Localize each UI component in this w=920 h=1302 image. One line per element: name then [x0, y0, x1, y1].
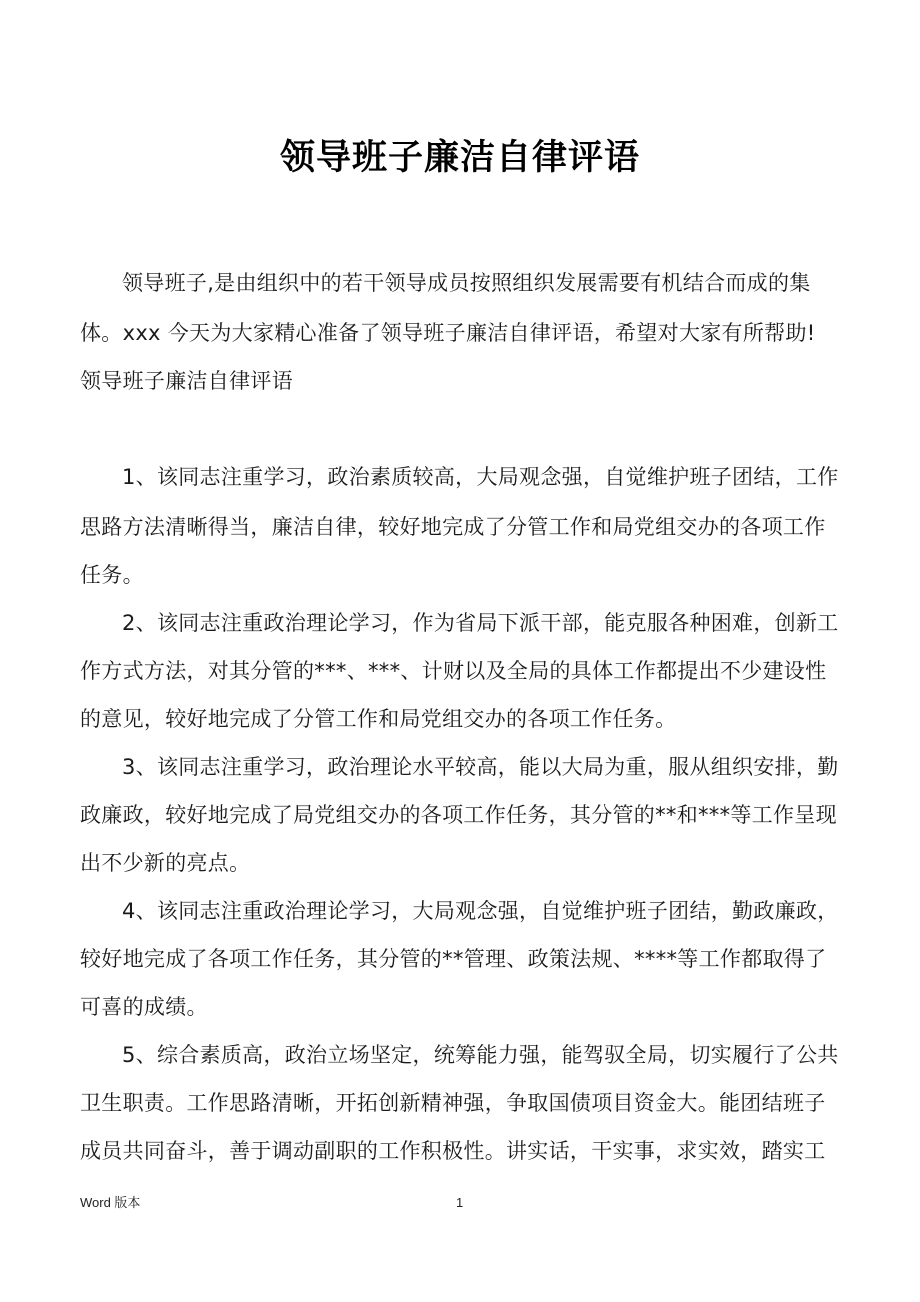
item-4-line-1: 4、该同志注重政治理论学习，大局观念强，自觉维护班子团结，勤政廉政， — [122, 899, 839, 923]
item-1-line-1: 1、该同志注重学习，政治素质较高，大局观念强，自觉维护班子团结，工作 — [122, 465, 839, 489]
intro-line-1: 领导班子,是由组织中的若干领导成员按照组织发展需要有机结合而成的集 — [122, 271, 811, 295]
item-4-line-3: 可喜的成绩。 — [80, 995, 208, 1019]
item-2-line-1: 2、该同志注重政治理论学习，作为省局下派干部，能克服各种困难，创新工 — [122, 611, 839, 635]
item-5-line-3: 成员共同奋斗，善于调动副职的工作积极性。讲实话，干实事，求实效，踏实工 — [80, 1139, 826, 1163]
footer-page-number: 1 — [456, 1195, 464, 1210]
item-3-line-2: 政廉政，较好地完成了局党组交办的各项工作任务，其分管的**和***等工作呈现 — [80, 803, 837, 827]
intro-subtitle: 领导班子廉洁自律评语 — [80, 369, 293, 393]
item-1-line-2: 思路方法清晰得当，廉洁自律，较好地完成了分管工作和局党组交办的各项工作 — [80, 515, 826, 539]
item-3-line-3: 出不少新的亮点。 — [80, 851, 251, 875]
document-title: 领导班子廉洁自律评语 — [279, 138, 640, 178]
item-5-line-2: 卫生职责。工作思路清晰，开拓创新精神强，争取国债项目资金大。能团结班子 — [80, 1091, 826, 1115]
item-5-line-1: 5、综合素质高，政治立场坚定，统筹能力强，能驾驭全局，切实履行了公共 — [122, 1043, 839, 1067]
item-2-line-2: 作方式方法，对其分管的***、***、计财以及全局的具体工作都提出不少建设性 — [80, 659, 827, 683]
item-2-line-3: 的意见，较好地完成了分管工作和局党组交办的各项工作任务。 — [80, 707, 677, 731]
item-4-line-2: 较好地完成了各项工作任务，其分管的**管理、政策法规、****等工作都取得了 — [80, 947, 827, 971]
intro-line-2: 体。xxx 今天为大家精心准备了领导班子廉洁自律评语，希望对大家有所帮助! — [80, 321, 816, 345]
footer-version-label: Word 版本 — [80, 1195, 141, 1210]
item-3-line-1: 3、该同志注重学习，政治理论水平较高，能以大局为重，服从组织安排，勤 — [122, 755, 839, 779]
item-1-line-3: 任务。 — [80, 563, 144, 587]
